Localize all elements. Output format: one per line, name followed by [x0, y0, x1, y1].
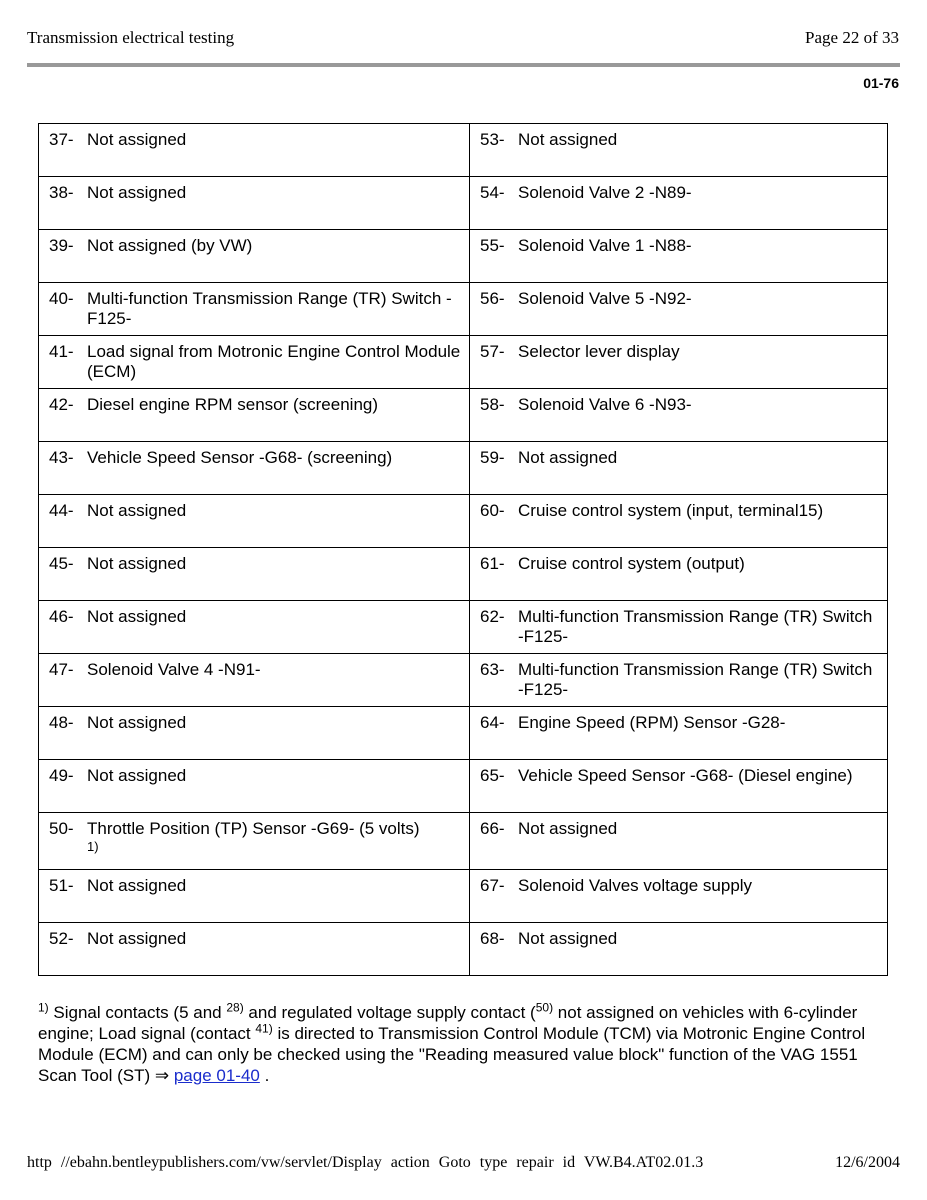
- table-row: [39, 124, 888, 177]
- pin-number: 41-: [49, 342, 74, 361]
- pin-description: Solenoid Valve 4 -N91-: [87, 660, 261, 679]
- pin-number: 50-: [49, 819, 74, 838]
- pin-cell-left: [39, 813, 470, 870]
- pin-cell-right: [470, 654, 888, 707]
- pin-number: 68-: [480, 929, 505, 948]
- footnote-end: .: [259, 1066, 270, 1085]
- pin-description: Cruise control system (output): [518, 554, 745, 573]
- table-row: [39, 923, 888, 976]
- pin-description: Multi-function Transmission Range (TR) Switch -F125-: [518, 660, 873, 699]
- pin-description: Not assigned: [87, 183, 187, 202]
- pin-cell-right: [470, 283, 888, 336]
- pin-cell-right: [470, 177, 888, 230]
- table-row: [39, 601, 888, 654]
- pin-description: Not assigned: [87, 554, 187, 573]
- pin-cell-right: [470, 601, 888, 654]
- pin-description: Load signal from Motronic Engine Control Module (ECM): [87, 342, 461, 381]
- pin-description: Solenoid Valve 5 -N92-: [518, 289, 692, 308]
- pin-cell-left: [39, 177, 470, 230]
- pin-number: 57-: [480, 342, 505, 361]
- pin-cell-right: [470, 230, 888, 283]
- table-row: [39, 283, 888, 336]
- footnote: [38, 1002, 888, 1086]
- pin-cell-left: [39, 601, 470, 654]
- pin-number: 37-: [49, 130, 74, 149]
- pin-cell-right: [470, 813, 888, 870]
- footnote-reference: 1): [87, 839, 99, 854]
- pin-description: Vehicle Speed Sensor -G68- (Diesel engine): [518, 766, 853, 785]
- pin-cell-left: [39, 654, 470, 707]
- pin-description: Multi-function Transmission Range (TR) Switch -F125-: [87, 289, 452, 328]
- pin-number: 49-: [49, 766, 74, 785]
- pin-number: 52-: [49, 929, 74, 948]
- table-row: [39, 760, 888, 813]
- pin-number: 38-: [49, 183, 74, 202]
- pin-number: 56-: [480, 289, 505, 308]
- pin-description: Not assigned: [87, 607, 187, 626]
- pin-number: 60-: [480, 501, 505, 520]
- pin-number: 65-: [480, 766, 505, 785]
- section-code: 01-76: [863, 75, 899, 91]
- pin-cell-left: [39, 923, 470, 976]
- page-number: Page 22 of 33: [805, 28, 899, 47]
- pin-description: Throttle Position (TP) Sensor -G69- (5 volts): [87, 819, 420, 838]
- pin-description: Vehicle Speed Sensor -G68- (screening): [87, 448, 393, 467]
- pin-description: Solenoid Valve 1 -N88-: [518, 236, 692, 255]
- pin-number: 45-: [49, 554, 74, 573]
- pin-description: Solenoid Valve 2 -N89-: [518, 183, 692, 202]
- footnote-sup-28: 28): [226, 1000, 244, 1015]
- pin-cell-left: [39, 548, 470, 601]
- table-row: [39, 870, 888, 923]
- table-row: [39, 230, 888, 283]
- footer-date: 12/6/2004: [835, 1154, 900, 1171]
- pin-cell-left: [39, 707, 470, 760]
- table-row: [39, 813, 888, 870]
- table-row: [39, 442, 888, 495]
- pin-number: 58-: [480, 395, 505, 414]
- pin-description: Not assigned: [87, 713, 187, 732]
- pin-cell-right: [470, 389, 888, 442]
- document-title: Transmission electrical testing: [27, 28, 235, 47]
- pin-cell-right: [470, 923, 888, 976]
- pin-number: 46-: [49, 607, 74, 626]
- pin-description: Not assigned: [87, 929, 187, 948]
- footnote-mark: 1): [38, 1000, 49, 1015]
- pin-number: 44-: [49, 501, 74, 520]
- pin-cell-right: [470, 442, 888, 495]
- pin-cell-right: [470, 870, 888, 923]
- footnote-sup-50: 50): [535, 1000, 554, 1015]
- footer-url: http //ebahn.bentleypublishers.com/vw/servlet/Display action Goto type repair id VW.B4.AT02.01.3: [27, 1154, 704, 1171]
- pin-description: Diesel engine RPM sensor (screening): [87, 395, 379, 414]
- pin-cell-left: [39, 283, 470, 336]
- pin-cell-right: [470, 760, 888, 813]
- pin-number: 53-: [480, 130, 505, 149]
- pin-number: 47-: [49, 660, 74, 679]
- pin-number: 42-: [49, 395, 74, 414]
- pin-cell-right: [470, 124, 888, 177]
- pin-description: Not assigned: [518, 929, 618, 948]
- footnote-text-3: not assigned on vehicles with 6-cylinder engine; Load signal (contact: [38, 1003, 858, 1043]
- table-row: [39, 177, 888, 230]
- footnote-sup-41: 41): [255, 1021, 273, 1036]
- footnote-text-2: and regulated voltage supply contact (: [243, 1003, 536, 1022]
- pin-description: Not assigned: [518, 130, 618, 149]
- table-row: [39, 548, 888, 601]
- pin-number: 48-: [49, 713, 74, 732]
- footnote-text-1: Signal contacts (5 and: [48, 1003, 227, 1022]
- pin-description: Multi-function Transmission Range (TR) Switch -F125-: [518, 607, 873, 646]
- table-row: [39, 654, 888, 707]
- pin-number: 59-: [480, 448, 505, 467]
- header-divider: [27, 63, 900, 67]
- pin-number: 54-: [480, 183, 505, 202]
- pin-cell-right: [470, 336, 888, 389]
- pin-cell-left: [39, 495, 470, 548]
- pin-description: Not assigned: [87, 876, 187, 895]
- table-row: [39, 389, 888, 442]
- pin-description: Solenoid Valves voltage supply: [518, 876, 753, 895]
- pin-number: 67-: [480, 876, 505, 895]
- pin-number: 61-: [480, 554, 505, 573]
- pin-cell-right: [470, 707, 888, 760]
- page-link[interactable]: page 01-40: [173, 1066, 260, 1085]
- pin-number: 40-: [49, 289, 74, 308]
- pin-description: Not assigned: [87, 766, 187, 785]
- pin-cell-left: [39, 760, 470, 813]
- pin-number: 64-: [480, 713, 505, 732]
- pin-cell-left: [39, 389, 470, 442]
- pin-description: Selector lever display: [518, 342, 680, 361]
- pin-cell-left: [39, 124, 470, 177]
- pin-description: Cruise control system (input, terminal15): [518, 501, 824, 520]
- pin-cell-left: [39, 230, 470, 283]
- table-row: [39, 707, 888, 760]
- pin-description: Solenoid Valve 6 -N93-: [518, 395, 692, 414]
- footnote-text-4: is directed to Transmission Control Module (TCM) via Motronic Engine Control Module (ECM) and can only be checked using the "Reading measured value block" function of the VAG 1551 Scan Tool (ST): [38, 1024, 866, 1085]
- pin-description: Engine Speed (RPM) Sensor -G28-: [518, 713, 786, 732]
- pin-description: Not assigned: [518, 819, 618, 838]
- table-row: [39, 336, 888, 389]
- pin-cell-left: [39, 442, 470, 495]
- pin-description: Not assigned: [518, 448, 618, 467]
- pin-number: 43-: [49, 448, 74, 467]
- pin-number: 39-: [49, 236, 74, 255]
- pin-cell-left: [39, 336, 470, 389]
- pin-number: 51-: [49, 876, 74, 895]
- pin-number: 66-: [480, 819, 505, 838]
- pin-description: Not assigned: [87, 501, 187, 520]
- pin-number: 63-: [480, 660, 505, 679]
- pin-description: Not assigned: [87, 130, 187, 149]
- pin-description: Not assigned (by VW): [87, 236, 253, 255]
- pin-assignment-table: [38, 123, 888, 976]
- table-row: [39, 495, 888, 548]
- pin-cell-left: [39, 870, 470, 923]
- arrow-icon: ⇒: [154, 1066, 170, 1085]
- pin-cell-right: [470, 495, 888, 548]
- pin-number: 62-: [480, 607, 505, 626]
- pin-number: 55-: [480, 236, 505, 255]
- pin-cell-right: [470, 548, 888, 601]
